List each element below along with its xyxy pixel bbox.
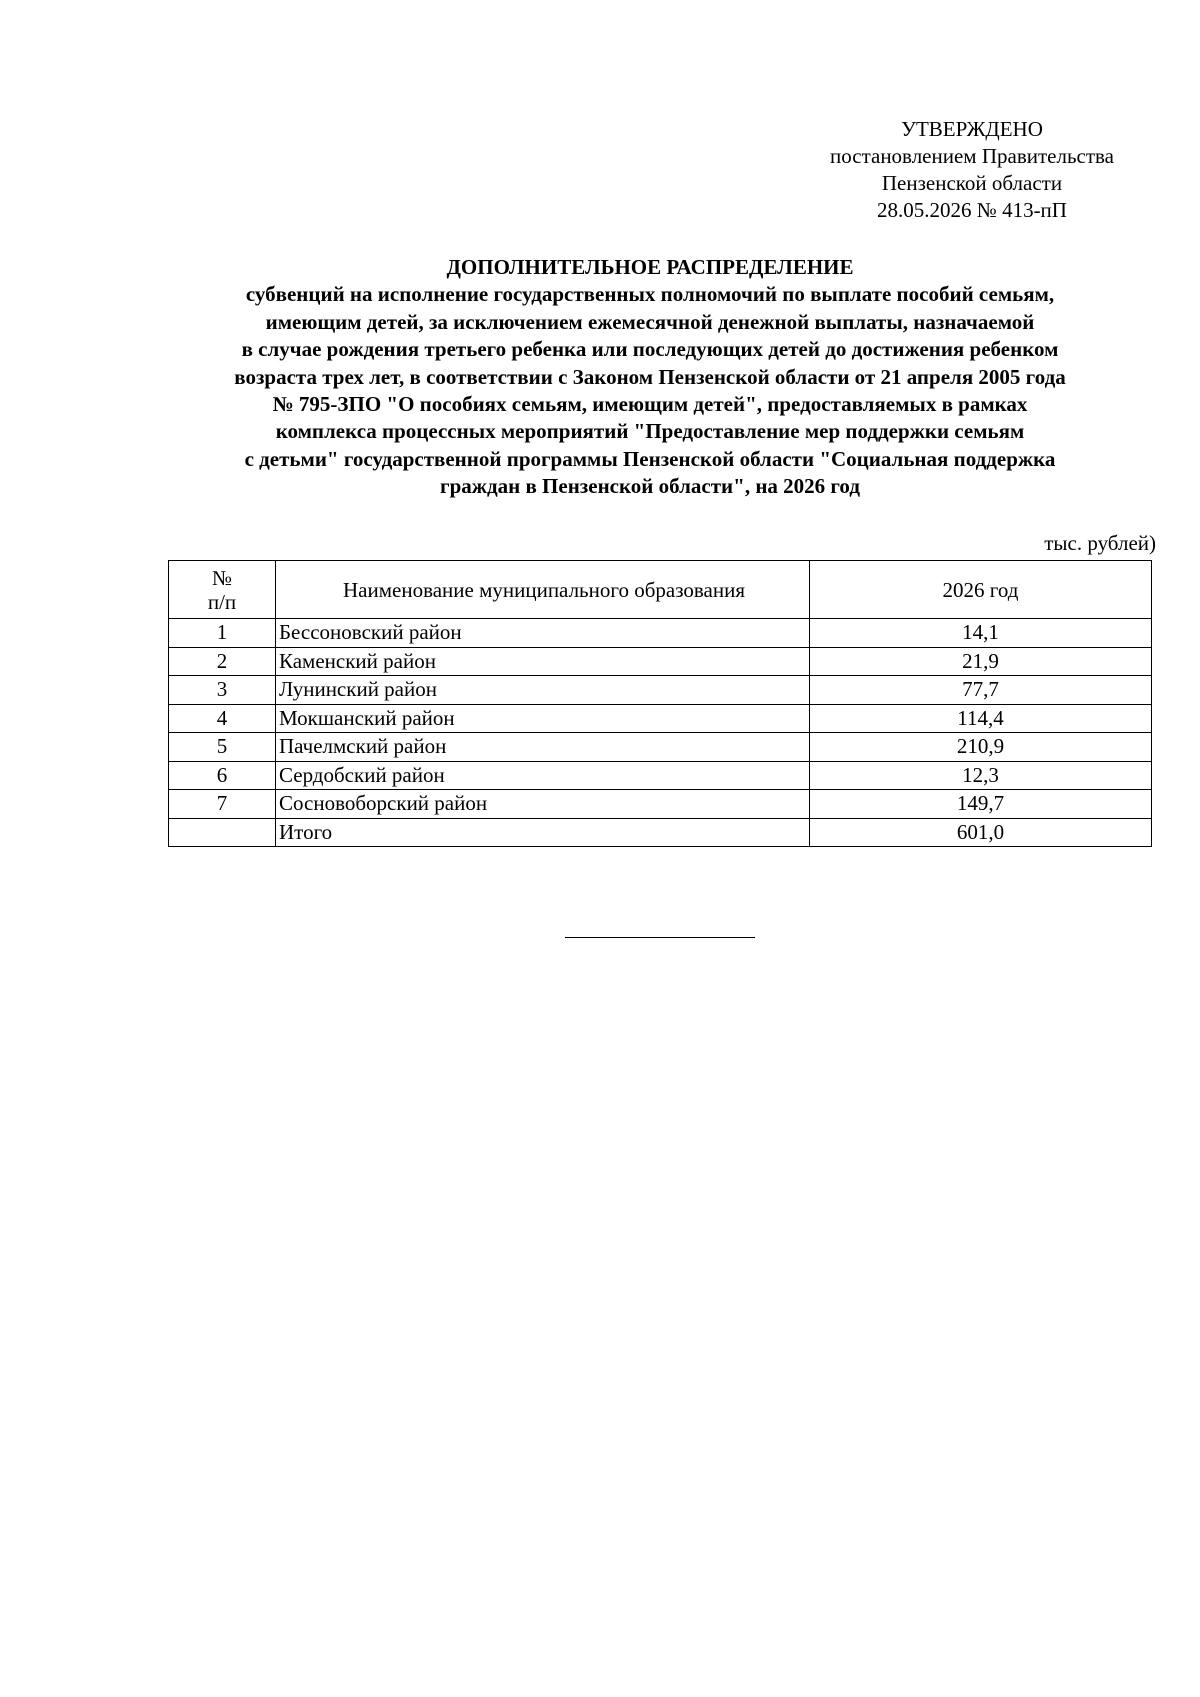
row-number: 3	[169, 676, 276, 705]
row-municipality: Каменский район	[276, 647, 810, 676]
row-municipality: Пачелмский район	[276, 733, 810, 762]
row-value: 14,1	[810, 619, 1152, 648]
row-number: 7	[169, 790, 276, 819]
distribution-table	[168, 560, 1152, 847]
table-total-row	[169, 818, 1152, 847]
title-line: с детьми" государственной программы Пензенской области "Социальная поддержка	[244, 446, 1056, 471]
table-row	[169, 761, 1152, 790]
row-number: 4	[169, 704, 276, 733]
table-row	[169, 790, 1152, 819]
table-row	[169, 704, 1152, 733]
total-value: 601,0	[810, 818, 1152, 847]
title-line: в случае рождения третьего ребенка или последующих детей до достижения ребенком	[241, 337, 1059, 362]
approval-line: 28.05.2026 № 413-пП	[877, 198, 1067, 222]
total-number	[169, 818, 276, 847]
row-value: 21,9	[810, 647, 1152, 676]
row-number: 2	[169, 647, 276, 676]
row-number: 1	[169, 619, 276, 648]
row-municipality: Бессоновский район	[276, 619, 810, 648]
row-municipality: Сосновоборский район	[276, 790, 810, 819]
document-title	[150, 254, 1150, 501]
table-header-row	[169, 561, 1152, 619]
approval-stamp	[790, 116, 1154, 224]
row-value: 210,9	[810, 733, 1152, 762]
row-value: 77,7	[810, 676, 1152, 705]
row-value: 12,3	[810, 761, 1152, 790]
title-line: возраста трех лет, в соответствии с Законом Пензенской области от 21 апреля 2005 года	[234, 364, 1066, 389]
table-row	[169, 676, 1152, 705]
total-label: Итого	[276, 818, 810, 847]
title-heading: ДОПОЛНИТЕЛЬНОЕ РАСПРЕДЕЛЕНИЕ	[446, 255, 854, 279]
approval-line: УТВЕРЖДЕНО	[901, 117, 1043, 141]
title-line: комплекса процессных мероприятий "Предоставление мер поддержки семьям	[275, 419, 1025, 444]
title-line: граждан в Пензенской области", на 2026 год	[440, 474, 860, 499]
header-year: 2026 год	[810, 561, 1152, 619]
row-number: 6	[169, 761, 276, 790]
header-number-symbol: №	[211, 565, 233, 590]
row-value: 114,4	[810, 704, 1152, 733]
approval-line: постановлением Правительства	[829, 144, 1114, 168]
row-value: 149,7	[810, 790, 1152, 819]
table-row	[169, 733, 1152, 762]
title-line: № 795-ЗПО "О пособиях семьям, имеющим детей", предоставляемых в рамках	[272, 392, 1028, 417]
table-row	[169, 619, 1152, 648]
row-municipality: Сердобский район	[276, 761, 810, 790]
row-municipality: Лунинский район	[276, 676, 810, 705]
title-line: субвенций на исполнение государственных полномочий по выплате пособий семьям,	[245, 282, 1055, 307]
header-municipality: Наименование муниципального образования	[276, 561, 810, 619]
header-number-abbr: п/п	[207, 589, 237, 614]
row-municipality: Мокшанский район	[276, 704, 810, 733]
units-note: тыс. рублей)	[1044, 531, 1156, 555]
table-row	[169, 647, 1152, 676]
row-number: 5	[169, 733, 276, 762]
closing-divider	[565, 937, 755, 938]
header-number	[169, 561, 276, 619]
title-line: имеющим детей, за исключением ежемесячной денежной выплаты, назначаемой	[265, 309, 1035, 334]
approval-line: Пензенской области	[881, 171, 1063, 195]
